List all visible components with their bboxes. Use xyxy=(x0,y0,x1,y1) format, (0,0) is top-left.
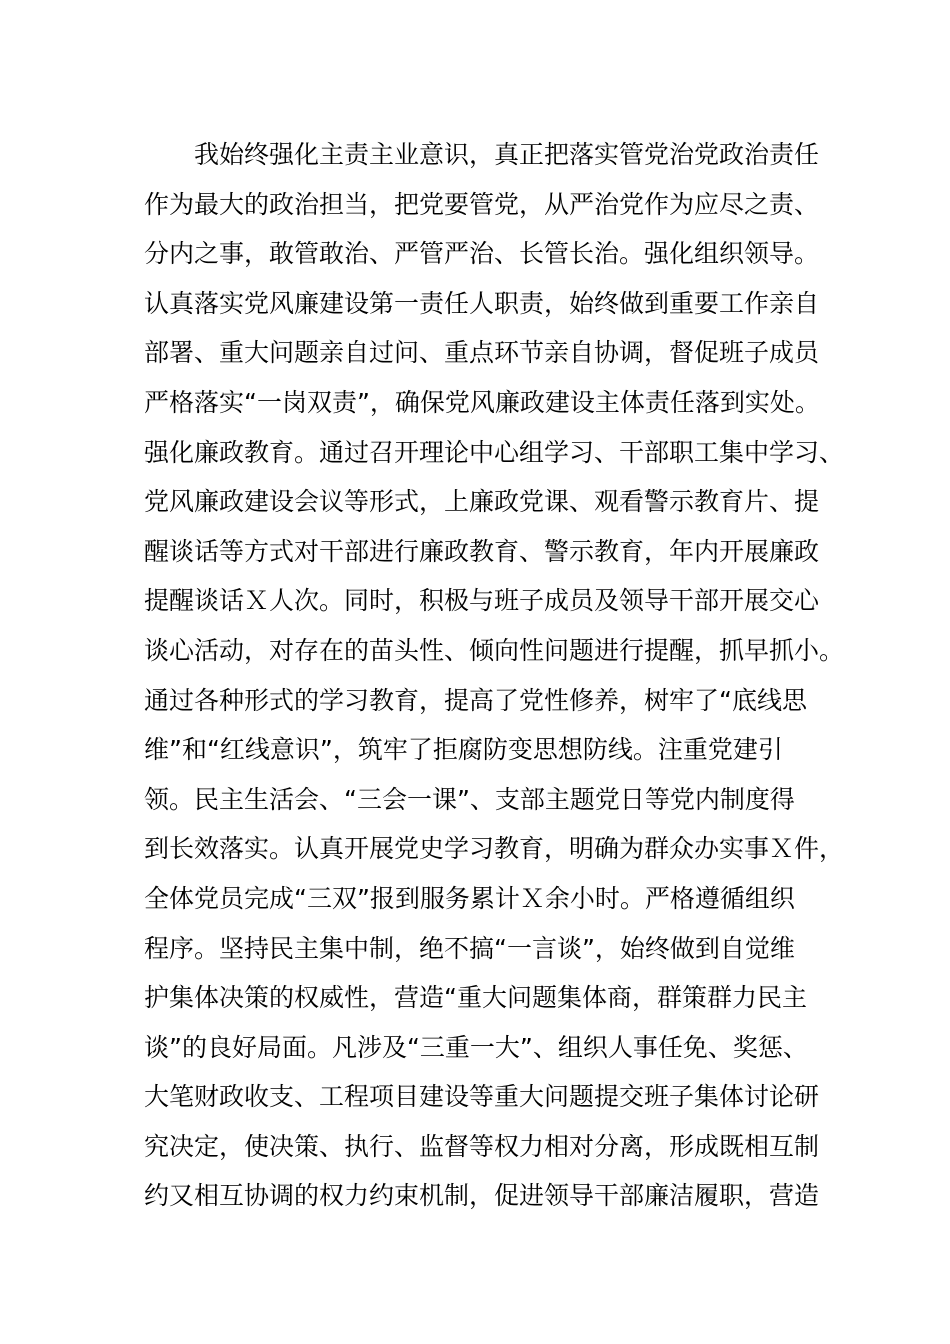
text-line: 我始终强化主责主业意识，真正把落实管党治党政治责任 xyxy=(144,140,820,169)
text-line: 程序。坚持民主集中制，绝不搞“一言谈”，始终做到自觉维 xyxy=(144,933,795,963)
text-line: 认真落实党风廉建设第一责任人职责，始终做到重要工作亲自 xyxy=(144,288,820,318)
text-line: 严格落实“一岗双责”，确保党风廉政建设主体责任落到实处。 xyxy=(144,387,820,417)
body-paragraph xyxy=(144,130,845,1221)
text-line: 到长效落实。认真开展党史学习教育，明确为群众办实事Ｘ件， xyxy=(144,834,845,864)
text-line: 护集体决策的权威性，营造“重大问题集体商，群策群力民主 xyxy=(144,983,807,1013)
text-line: 党风廉政建设会议等形式，上廉政党课、观看警示教育片、提 xyxy=(144,487,820,517)
text-line: 醒谈话等方式对干部进行廉政教育、警示教育，年内开展廉政 xyxy=(144,536,820,566)
text-line: 全体党员完成“三双”报到服务累计Ｘ余小时。严格遵循组织 xyxy=(144,883,795,913)
text-line: 分内之事，敢管敢治、严管严治、长管长治。强化组织领导。 xyxy=(144,239,820,269)
text-line: 约又相互协调的权力约束机制，促进领导干部廉洁履职，营造 xyxy=(144,1181,820,1211)
text-line: 谈”的良好局面。凡涉及“三重一大”、组织人事任免、奖惩、 xyxy=(144,1032,808,1062)
text-line: 究决定，使决策、执行、监督等权力相对分离，形成既相互制 xyxy=(144,1131,820,1161)
text-line: 强化廉政教育。通过召开理论中心组学习、干部职工集中学习、 xyxy=(144,437,845,467)
text-line: 作为最大的政治担当，把党要管党，从严治党作为应尽之责、 xyxy=(144,189,820,219)
text-line: 领。民主生活会、“三会一课”、支部主题党日等党内制度得 xyxy=(144,784,795,814)
text-line: 通过各种形式的学习教育，提高了党性修养，树牢了“底线思 xyxy=(144,685,807,715)
text-line: 谈心活动，对存在的苗头性、倾向性问题进行提醒，抓早抓小。 xyxy=(144,635,845,665)
text-line: 提醒谈话Ｘ人次。同时，积极与班子成员及领导干部开展交心 xyxy=(144,586,820,616)
text-line: 部署、重大问题亲自过问、重点环节亲自协调，督促班子成员 xyxy=(144,338,820,368)
text-line: 大笔财政收支、工程项目建设等重大问题提交班子集体讨论研 xyxy=(144,1082,820,1112)
text-line: 维”和“红线意识”，筑牢了拒腐防变思想防线。注重党建引 xyxy=(144,735,783,765)
